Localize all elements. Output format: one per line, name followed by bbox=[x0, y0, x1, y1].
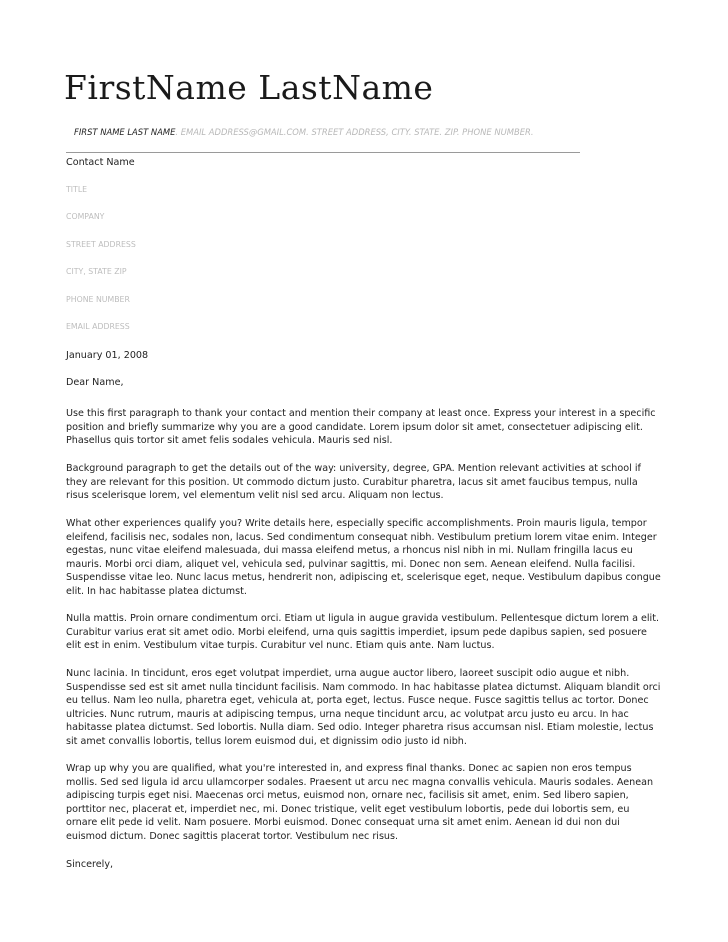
sender-contact-details: . EMAIL ADDRESS@GMAIL.COM. STREET ADDRESS, CITY. STATE. ZIP. PHONE NUMBER. bbox=[175, 127, 534, 137]
body-paragraph: What other experiences qualify you? Write details here, especially specific accomplishments. Proin mauris ligula, tempor eleifend, facilisis nec, sodales non, lacus. Sed condimentum consequat nibh. Vestibulum pretium lorem vitae enim. Integer egestas, nunc vitae eleifend malesuada, dui massa eleifend metus, a rhoncus nisl nibh in mi. Nullam fringilla lacus eu mauris. Morbi orci diam, aliquet vel, vehicula sed, pulvinar sagittis, mi. Donec non sem. Aenean eleifend. Nulla facilisi. Suspendisse vitae leo. Nunc lacus metus, hendrerit non, adipiscing et, scelerisque eget, neque. Vestibulum dapibus congue elit. In hac habitasse platea dictumst. bbox=[66, 518, 661, 597]
recipient-email: EMAIL ADDRESS bbox=[66, 322, 130, 331]
sender-name-heading: FirstName LastName bbox=[64, 68, 434, 107]
recipient-name: Contact Name bbox=[66, 157, 135, 168]
recipient-phone: PHONE NUMBER bbox=[66, 295, 130, 304]
sender-contact-line bbox=[74, 127, 533, 137]
letter-closing: Sincerely, bbox=[66, 859, 114, 870]
sender-contact-name: FIRST NAME LAST NAME bbox=[74, 127, 176, 137]
recipient-title: TITLE bbox=[66, 185, 88, 194]
body-paragraph: Nunc lacinia. In tincidunt, eros eget volutpat imperdiet, urna augue auctor libero, laoreet suscipit odio augue et nibh. Suspendisse sed est sit amet nulla tincidunt facilisis. Nam commodo. In hac habitasse platea dictumst. Aliquam blandit orci eu tellus. Nam leo nulla, pharetra eget, vehicula at, porta eget, lectus. Fusce neque. Fusce sagittis tellus ac tortor. Donec ultricies. Nunc rutrum, mauris at adipiscing tempus, urna neque tincidunt arcu, ac volutpat arcu justo eu arcu. In hac habitasse platea dictumst. Sed lobortis. Nulla diam. Sed odio. Integer pharetra risus accumsan nisl. Etiam molestie, lectus sit amet convallis lobortis, tellus lorem euismod dui, et dignissim odio justo id nibh. bbox=[66, 668, 661, 747]
letter-date: January 01, 2008 bbox=[66, 350, 149, 361]
body-paragraph: Use this first paragraph to thank your contact and mention their company at least once. Express your interest in a specific position and briefly summarize why you are a good candidate. Lorem ipsum dolor sit amet, consectetuer adipiscing elit. Phasellus quis tortor sit amet felis sodales vehicula. Mauris sed nisl. bbox=[66, 408, 656, 447]
recipient-city: CITY, STATE ZIP bbox=[66, 267, 127, 276]
recipient-street: STREET ADDRESS bbox=[66, 240, 136, 249]
body-paragraph: Wrap up why you are qualified, what you're interested in, and express final thanks. Donec ac sapien non eros tempus mollis. Sed sed ligula id arcu ullamcorper sodales. Praesent ut arcu nec magna convallis vehicula. Mauris sodales. Aenean adipiscing turpis eget nisi. Maecenas orci metus, euismod non, ornare nec, facilisis sit amet, enim. Sed libero sapien, porttitor nec, placerat et, imperdiet nec, mi. Donec tristique, velit eget vestibulum lobortis, pede dui lobortis sem, eu ornare elit pede id velit. Nam posuere. Morbi euismod. Donec consequat urna sit amet enim. Aenean id dui non dui euismod dictum. Donec sagittis placerat tortor. Vestibulum nec risus. bbox=[66, 763, 654, 842]
body-paragraph: Background paragraph to get the details out of the way: university, degree, GPA. Mention relevant activities at school if they are relevant for this position. Ut commodo dictum justo. Curabitur pharetra, lacus sit amet faucibus tempus, nulla risus scelerisque lorem, vel elementum velit nisl sed arcu. Aliquam non lectus. bbox=[66, 463, 641, 502]
header-divider bbox=[66, 152, 580, 153]
letter-salutation: Dear Name, bbox=[66, 377, 124, 388]
body-paragraph: Nulla mattis. Proin ornare condimentum orci. Etiam ut ligula in augue gravida vestibulum. Pellentesque dictum lorem a elit. Curabitur varius erat sit amet odio. Morbi eleifend, urna quis sagittis imperdiet, ipsum pede dapibus sapien, sed posuere elit est in enim. Vestibulum vitae turpis. Curabitur vel nunc. Etiam quis ante. Nam luctus. bbox=[66, 613, 660, 652]
recipient-company: COMPANY bbox=[66, 212, 105, 221]
